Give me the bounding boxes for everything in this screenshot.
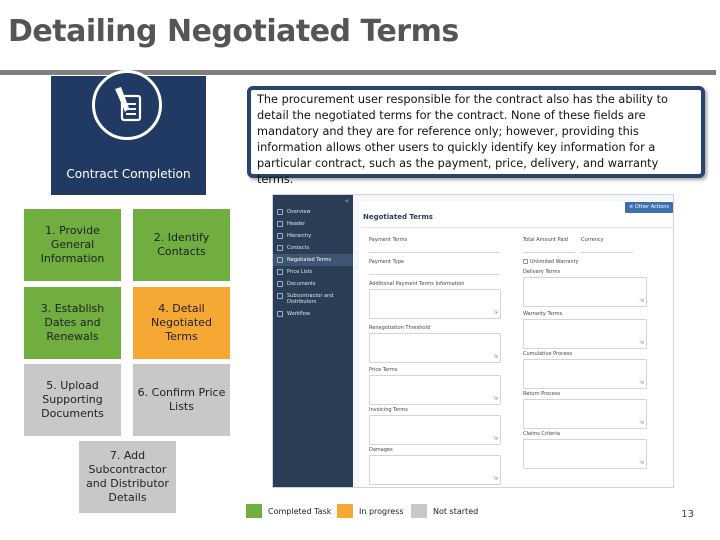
sidebar-item-label: Overview (287, 209, 311, 215)
legend-label: Not started (433, 506, 479, 516)
step-confirm-price-lists: 6. Confirm Price Lists (133, 364, 230, 436)
negotiated-terms-app-screenshot (272, 194, 674, 488)
field-label: Additional Payment Terms Information (369, 281, 465, 287)
payment-terms-field[interactable] (369, 245, 499, 253)
folder-icon (277, 281, 283, 287)
title-divider (0, 70, 716, 75)
renegotiation-threshold-textarea[interactable] (369, 333, 501, 363)
field-label: Cumulative Process (523, 351, 573, 357)
sidebar-item-documents[interactable] (273, 278, 353, 290)
app-sidebar (273, 195, 353, 487)
contract-completion-header (51, 76, 206, 195)
field-label: Payment Terms (369, 237, 408, 243)
legend-label: In progress (359, 506, 404, 516)
return-process-textarea[interactable] (523, 399, 647, 429)
panel-title: Negotiated Terms (363, 213, 433, 221)
payment-type-field[interactable] (369, 267, 499, 275)
sidebar-item-label: Price Lists (287, 269, 313, 275)
list-icon (277, 269, 283, 275)
sidebar-item-label: Contacts (287, 245, 310, 251)
additional-payment-terms-textarea[interactable] (369, 289, 501, 319)
page-number: 13 (681, 509, 694, 520)
document-pen-icon (112, 86, 144, 124)
legend-in-progress (337, 504, 404, 518)
checkbox-icon (523, 259, 528, 264)
negotiated-terms-panel (359, 201, 674, 488)
sidebar-item-workflow[interactable] (273, 308, 353, 320)
document-icon (277, 257, 283, 263)
field-label: Warranty Terms (523, 311, 563, 317)
resize-grip-icon: ⇲ (638, 379, 644, 386)
currency-field[interactable] (581, 245, 633, 253)
sidebar-item-header[interactable] (273, 218, 353, 230)
resize-grip-icon: ⇲ (492, 435, 498, 442)
field-label: Currency (581, 237, 604, 243)
resize-grip-icon: ⇲ (492, 475, 498, 482)
resize-grip-icon: ⇲ (638, 419, 644, 426)
step-establish-dates: 3. Establish Dates and Renewals (24, 287, 121, 359)
field-label: Claims Criteria (523, 431, 560, 437)
resize-grip-icon: ⇲ (492, 353, 498, 360)
collapse-icon[interactable]: « (344, 197, 349, 205)
field-label: Payment Type (369, 259, 404, 265)
hierarchy-icon (277, 233, 283, 239)
field-label: Total Amount Paid (523, 237, 568, 243)
sidebar-item-label: Workflow (287, 311, 310, 317)
sidebar-item-label: Hierarchy (287, 233, 312, 239)
hero-icon-circle (92, 70, 162, 140)
workflow-icon (277, 311, 283, 317)
cumulative-process-textarea[interactable] (523, 359, 647, 389)
monitor-icon (277, 209, 283, 215)
field-label: Price Terms (369, 367, 398, 373)
step-upload-documents: 5. Upload Supporting Documents (24, 364, 121, 436)
resize-grip-icon: ⇲ (492, 309, 498, 316)
info-icon (277, 221, 283, 227)
total-amount-paid-field[interactable] (523, 245, 575, 253)
sidebar-item-label: Header (287, 221, 306, 227)
field-label: Renegotiation Threshold (369, 325, 431, 331)
description-callout: The procurement user responsible for the contract also has the ability to detail the negotiated terms for the contract. None of these fields are mandatory and they are for reference only; however, providing this information allows other users to quickly identify key information for a particular contract, such as the payment, price, delivery, and warranty terms. (247, 86, 705, 178)
legend-label: Completed Task (268, 506, 332, 516)
contacts-icon (277, 245, 283, 251)
resize-grip-icon: ⇲ (638, 459, 644, 466)
warranty-terms-textarea[interactable] (523, 319, 647, 349)
damages-textarea[interactable] (369, 455, 501, 485)
resize-grip-icon: ⇲ (638, 339, 644, 346)
invoicing-terms-textarea[interactable] (369, 415, 501, 445)
sidebar-item-negotiated-terms[interactable] (273, 254, 353, 266)
field-label: Return Process (523, 391, 561, 397)
legend-not-started (411, 504, 478, 518)
resize-grip-icon: ⇲ (492, 395, 498, 402)
sidebar-item-price-lists[interactable] (273, 266, 353, 278)
field-label: Delivery Terms (523, 269, 561, 275)
field-label: Damages (369, 447, 393, 453)
legend-swatch-orange (337, 504, 353, 518)
step-detail-negotiated-terms: 4. Detail Negotiated Terms (133, 287, 230, 359)
panel-divider (361, 227, 673, 228)
legend-completed (246, 504, 331, 518)
sidebar-item-label: Subcontractor and Distributors (287, 293, 334, 305)
resize-grip-icon: ⇲ (638, 297, 644, 304)
price-terms-textarea[interactable] (369, 375, 501, 405)
claims-criteria-textarea[interactable] (523, 439, 647, 469)
step-identify-contacts: 2. Identify Contacts (133, 209, 230, 281)
sidebar-item-label: Negotiated Terms (287, 257, 331, 263)
sidebar-item-label: Documents (287, 281, 316, 287)
step-add-subcontractor: 7. Add Subcontractor and Distributor Details (79, 441, 176, 513)
step-provide-general-information: 1. Provide General Information (24, 209, 121, 281)
unlimited-warranty-checkbox[interactable] (523, 259, 579, 265)
building-icon (277, 293, 283, 299)
checkbox-label: Unlimited Warranty (530, 259, 579, 265)
hero-label: Contract Completion (66, 167, 191, 181)
sidebar-item-hierarchy[interactable] (273, 230, 353, 242)
sidebar-item-subcontractors[interactable] (273, 290, 353, 308)
delivery-terms-textarea[interactable] (523, 277, 647, 307)
sidebar-item-contacts[interactable] (273, 242, 353, 254)
other-actions-button[interactable]: ≡ Other Actions (625, 202, 673, 213)
sidebar-item-overview[interactable] (273, 206, 353, 218)
field-label: Invoicing Terms (369, 407, 408, 413)
legend-swatch-green (246, 504, 262, 518)
slide-title: Detailing Negotiated Terms (8, 14, 459, 49)
legend-swatch-gray (411, 504, 427, 518)
